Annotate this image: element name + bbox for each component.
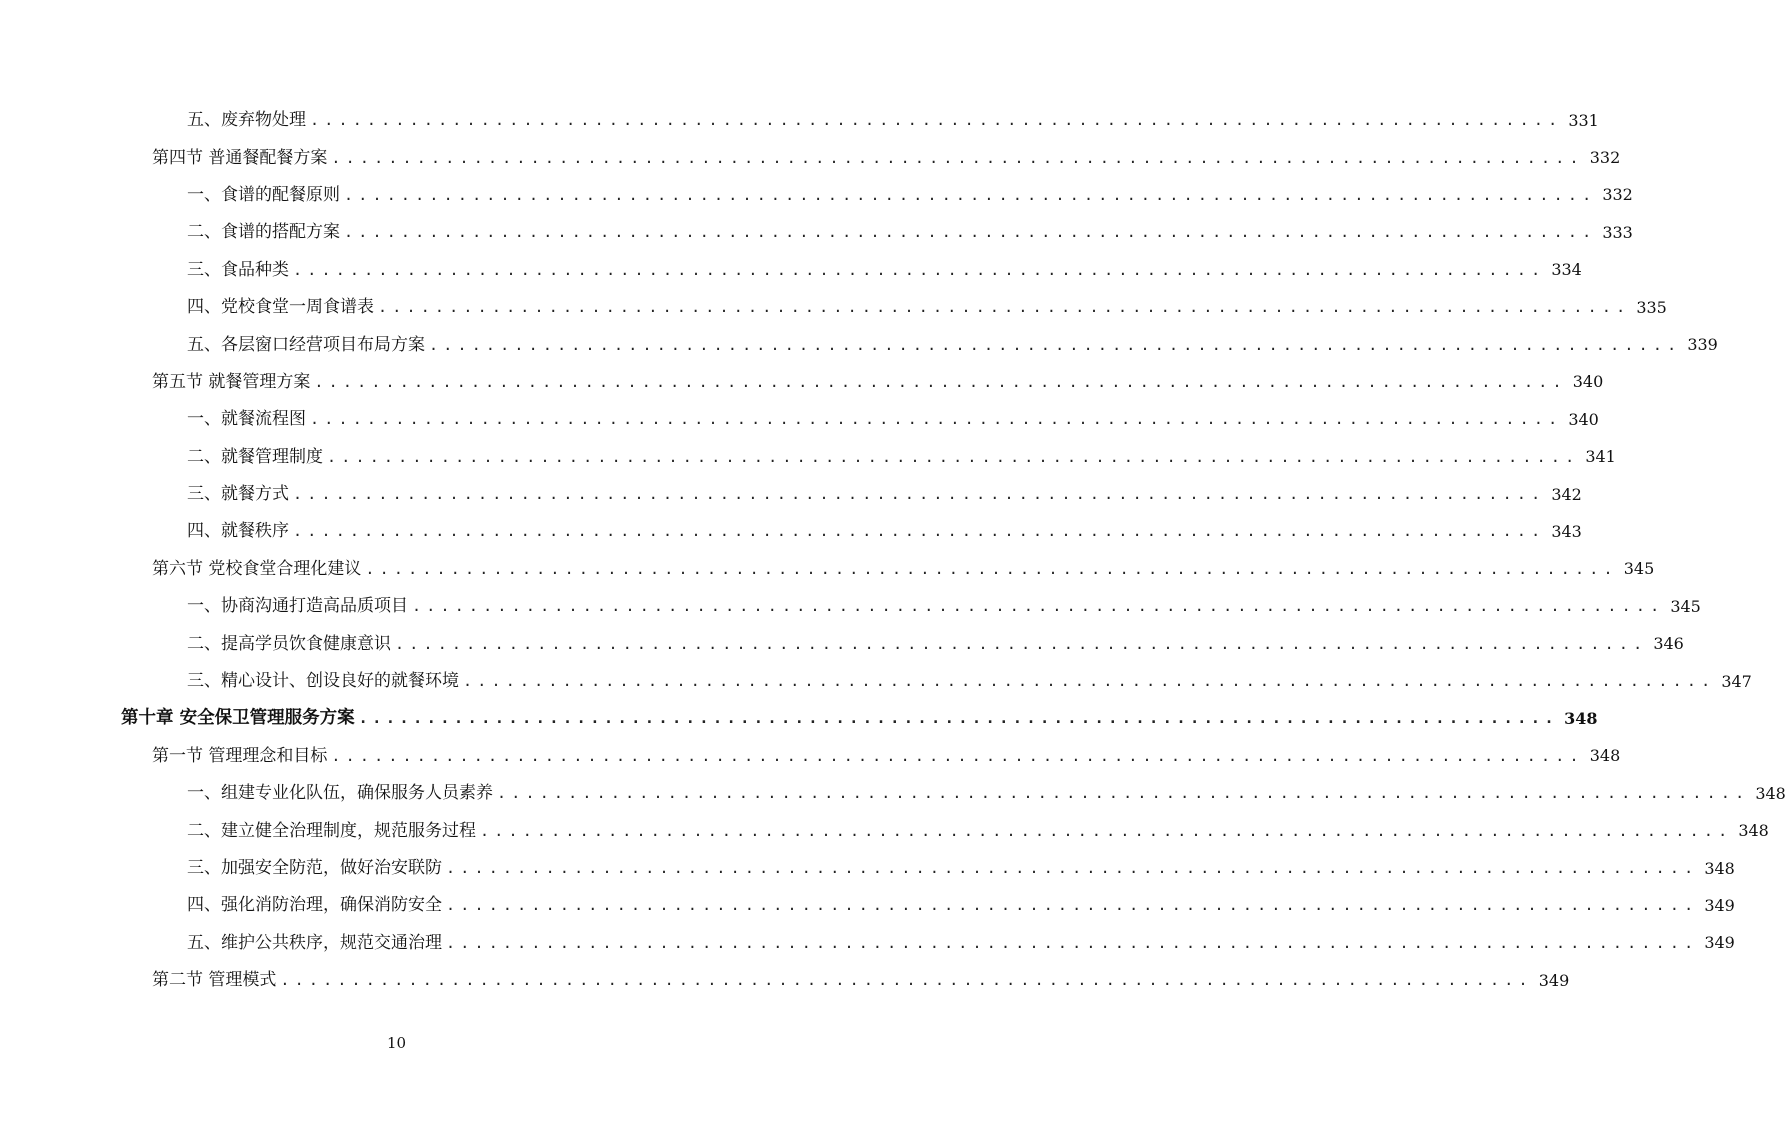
toc-entry-page: 348 <box>1564 708 1598 728</box>
toc-entry-label: 一、组建专业化队伍，确保服务人员素养 <box>187 783 493 804</box>
toc-item-entry[interactable] <box>0 625 1684 662</box>
toc-entry-page: 347 <box>1721 671 1752 691</box>
toc-item-entry[interactable] <box>0 513 1582 550</box>
toc-section-entry[interactable] <box>0 551 1655 588</box>
toc-dot-leader: ........................................................................................ <box>365 559 1618 578</box>
toc-entry-page: 345 <box>1623 559 1655 579</box>
page-number: 10 <box>386 1034 407 1052</box>
toc-entry-page: 340 <box>1568 409 1599 429</box>
toc-entry-label: 二、提高学员饮食健康意识 <box>187 633 391 654</box>
toc-entry-label: 五、各层窗口经营项目布局方案 <box>187 334 425 355</box>
toc-entry-label: 第一节 管理理念和目标 <box>152 745 328 766</box>
toc-entry-label: 一、就餐流程图 <box>187 409 306 430</box>
toc-entry-label: 二、就餐管理制度 <box>187 446 323 467</box>
toc-dot-leader: ........................................................................................ <box>310 111 1563 130</box>
toc-entry-page: 331 <box>1568 110 1599 130</box>
toc-entry-page: 345 <box>1670 596 1701 616</box>
toc-dot-leader: ........................................................................................ <box>344 185 1597 204</box>
toc-chapter-entry[interactable] <box>0 700 1598 737</box>
toc-item-entry[interactable] <box>0 588 1701 625</box>
toc-item-entry[interactable] <box>0 775 1786 812</box>
toc-item-entry[interactable] <box>0 850 1735 887</box>
toc-dot-leader: ........................................................................................ <box>429 335 1682 354</box>
toc-dot-leader: ........................................................................................ <box>331 148 1584 167</box>
toc-section-entry[interactable] <box>0 139 1621 176</box>
table-of-contents <box>0 102 1786 999</box>
toc-entry-page: 346 <box>1653 634 1684 654</box>
toc-dot-leader: ........................................................................................ <box>446 933 1699 952</box>
toc-item-entry[interactable] <box>0 812 1769 849</box>
toc-entry-label: 第五节 就餐管理方案 <box>152 371 311 392</box>
toc-item-entry[interactable] <box>0 887 1735 924</box>
toc-entry-page: 348 <box>1589 746 1621 766</box>
toc-entry-label: 第十章 安全保卫管理服务方案 <box>121 708 355 729</box>
toc-entry-page: 348 <box>1704 858 1735 878</box>
toc-item-entry[interactable] <box>0 401 1599 438</box>
toc-entry-label: 三、食品种类 <box>187 259 289 280</box>
toc-entry-label: 四、就餐秩序 <box>187 521 289 542</box>
toc-entry-page: 349 <box>1538 970 1570 990</box>
toc-entry-page: 332 <box>1602 185 1633 205</box>
toc-dot-leader: ........................................................................................ <box>446 859 1699 877</box>
toc-dot-leader: ........................................................................................ <box>446 896 1699 915</box>
toc-entry-label: 五、废弃物处理 <box>187 110 306 131</box>
toc-section-entry[interactable] <box>0 738 1621 775</box>
toc-dot-leader: ........................................................................................ <box>497 784 1750 803</box>
toc-entry-label: 第六节 党校食堂合理化建议 <box>152 558 362 579</box>
toc-entry-label: 三、就餐方式 <box>187 484 289 505</box>
toc-entry-page: 349 <box>1704 933 1735 953</box>
toc-dot-leader: ........................................................................................ <box>280 971 1533 990</box>
toc-dot-leader: ........................................................................................ <box>463 672 1716 691</box>
toc-entry-label: 二、建立健全治理制度，规范服务过程 <box>187 820 476 841</box>
toc-item-entry[interactable] <box>0 663 1752 700</box>
toc-entry-label: 一、食谱的配餐原则 <box>187 184 340 205</box>
toc-entry-page: 335 <box>1636 297 1667 317</box>
toc-entry-label: 二、食谱的搭配方案 <box>187 222 340 243</box>
toc-entry-page: 342 <box>1551 484 1582 504</box>
toc-item-entry[interactable] <box>0 214 1633 251</box>
toc-entry-page: 348 <box>1755 783 1786 803</box>
toc-item-entry[interactable] <box>0 177 1633 214</box>
toc-entry-label: 三、加强安全防范，做好治安联防 <box>187 858 442 878</box>
toc-entry-label: 四、党校食堂一周食谱表 <box>187 297 374 318</box>
toc-item-entry[interactable] <box>0 102 1599 139</box>
toc-dot-leader: ........................................................................................ <box>395 634 1648 653</box>
toc-item-entry[interactable] <box>0 439 1616 476</box>
toc-entry-page: 349 <box>1704 895 1735 915</box>
toc-entry-label: 三、精心设计、创设良好的就餐环境 <box>187 671 459 692</box>
toc-dot-leader: ........................................................................................ <box>314 372 1567 391</box>
toc-entry-label: 第四节 普通餐配餐方案 <box>152 147 328 168</box>
toc-dot-leader: ........................................................................................ <box>331 746 1584 765</box>
toc-entry-page: 333 <box>1602 222 1633 242</box>
toc-entry-label: 四、强化消防治理，确保消防安全 <box>187 895 442 916</box>
toc-dot-leader: ........................................................................................ <box>327 447 1580 466</box>
toc-dot-leader: ........................................................................................ <box>293 522 1546 541</box>
toc-dot-leader: ........................................................................................ <box>293 485 1546 504</box>
toc-dot-leader: ........................................................................................ <box>378 298 1631 317</box>
toc-dot-leader: ........................................................................................ <box>344 223 1597 242</box>
toc-item-entry[interactable] <box>0 326 1718 363</box>
toc-dot-leader: ........................................................................................ <box>358 709 1559 728</box>
toc-entry-page: 343 <box>1551 521 1582 541</box>
toc-item-entry[interactable] <box>0 925 1735 962</box>
toc-section-entry[interactable] <box>0 364 1604 401</box>
toc-item-entry[interactable] <box>0 289 1667 326</box>
toc-entry-page: 341 <box>1585 447 1616 467</box>
toc-dot-leader: ........................................................................................ <box>412 597 1665 616</box>
toc-entry-page: 339 <box>1687 335 1718 355</box>
toc-entry-page: 332 <box>1589 148 1621 168</box>
toc-dot-leader: ........................................................................................ <box>480 821 1733 840</box>
toc-entry-page: 348 <box>1738 821 1769 841</box>
toc-entry-label: 五、维护公共秩序，规范交通治理 <box>187 932 442 953</box>
toc-item-entry[interactable] <box>0 252 1582 289</box>
toc-dot-leader: ........................................................................................ <box>293 260 1546 279</box>
toc-entry-page: 340 <box>1572 372 1604 392</box>
toc-entry-label: 一、协商沟通打造高品质项目 <box>187 596 408 617</box>
toc-entry-page: 334 <box>1551 260 1582 280</box>
toc-section-entry[interactable] <box>0 962 1570 999</box>
toc-item-entry[interactable] <box>0 476 1582 513</box>
toc-entry-label: 第二节 管理模式 <box>152 970 277 991</box>
toc-dot-leader: ........................................................................................ <box>310 410 1563 429</box>
